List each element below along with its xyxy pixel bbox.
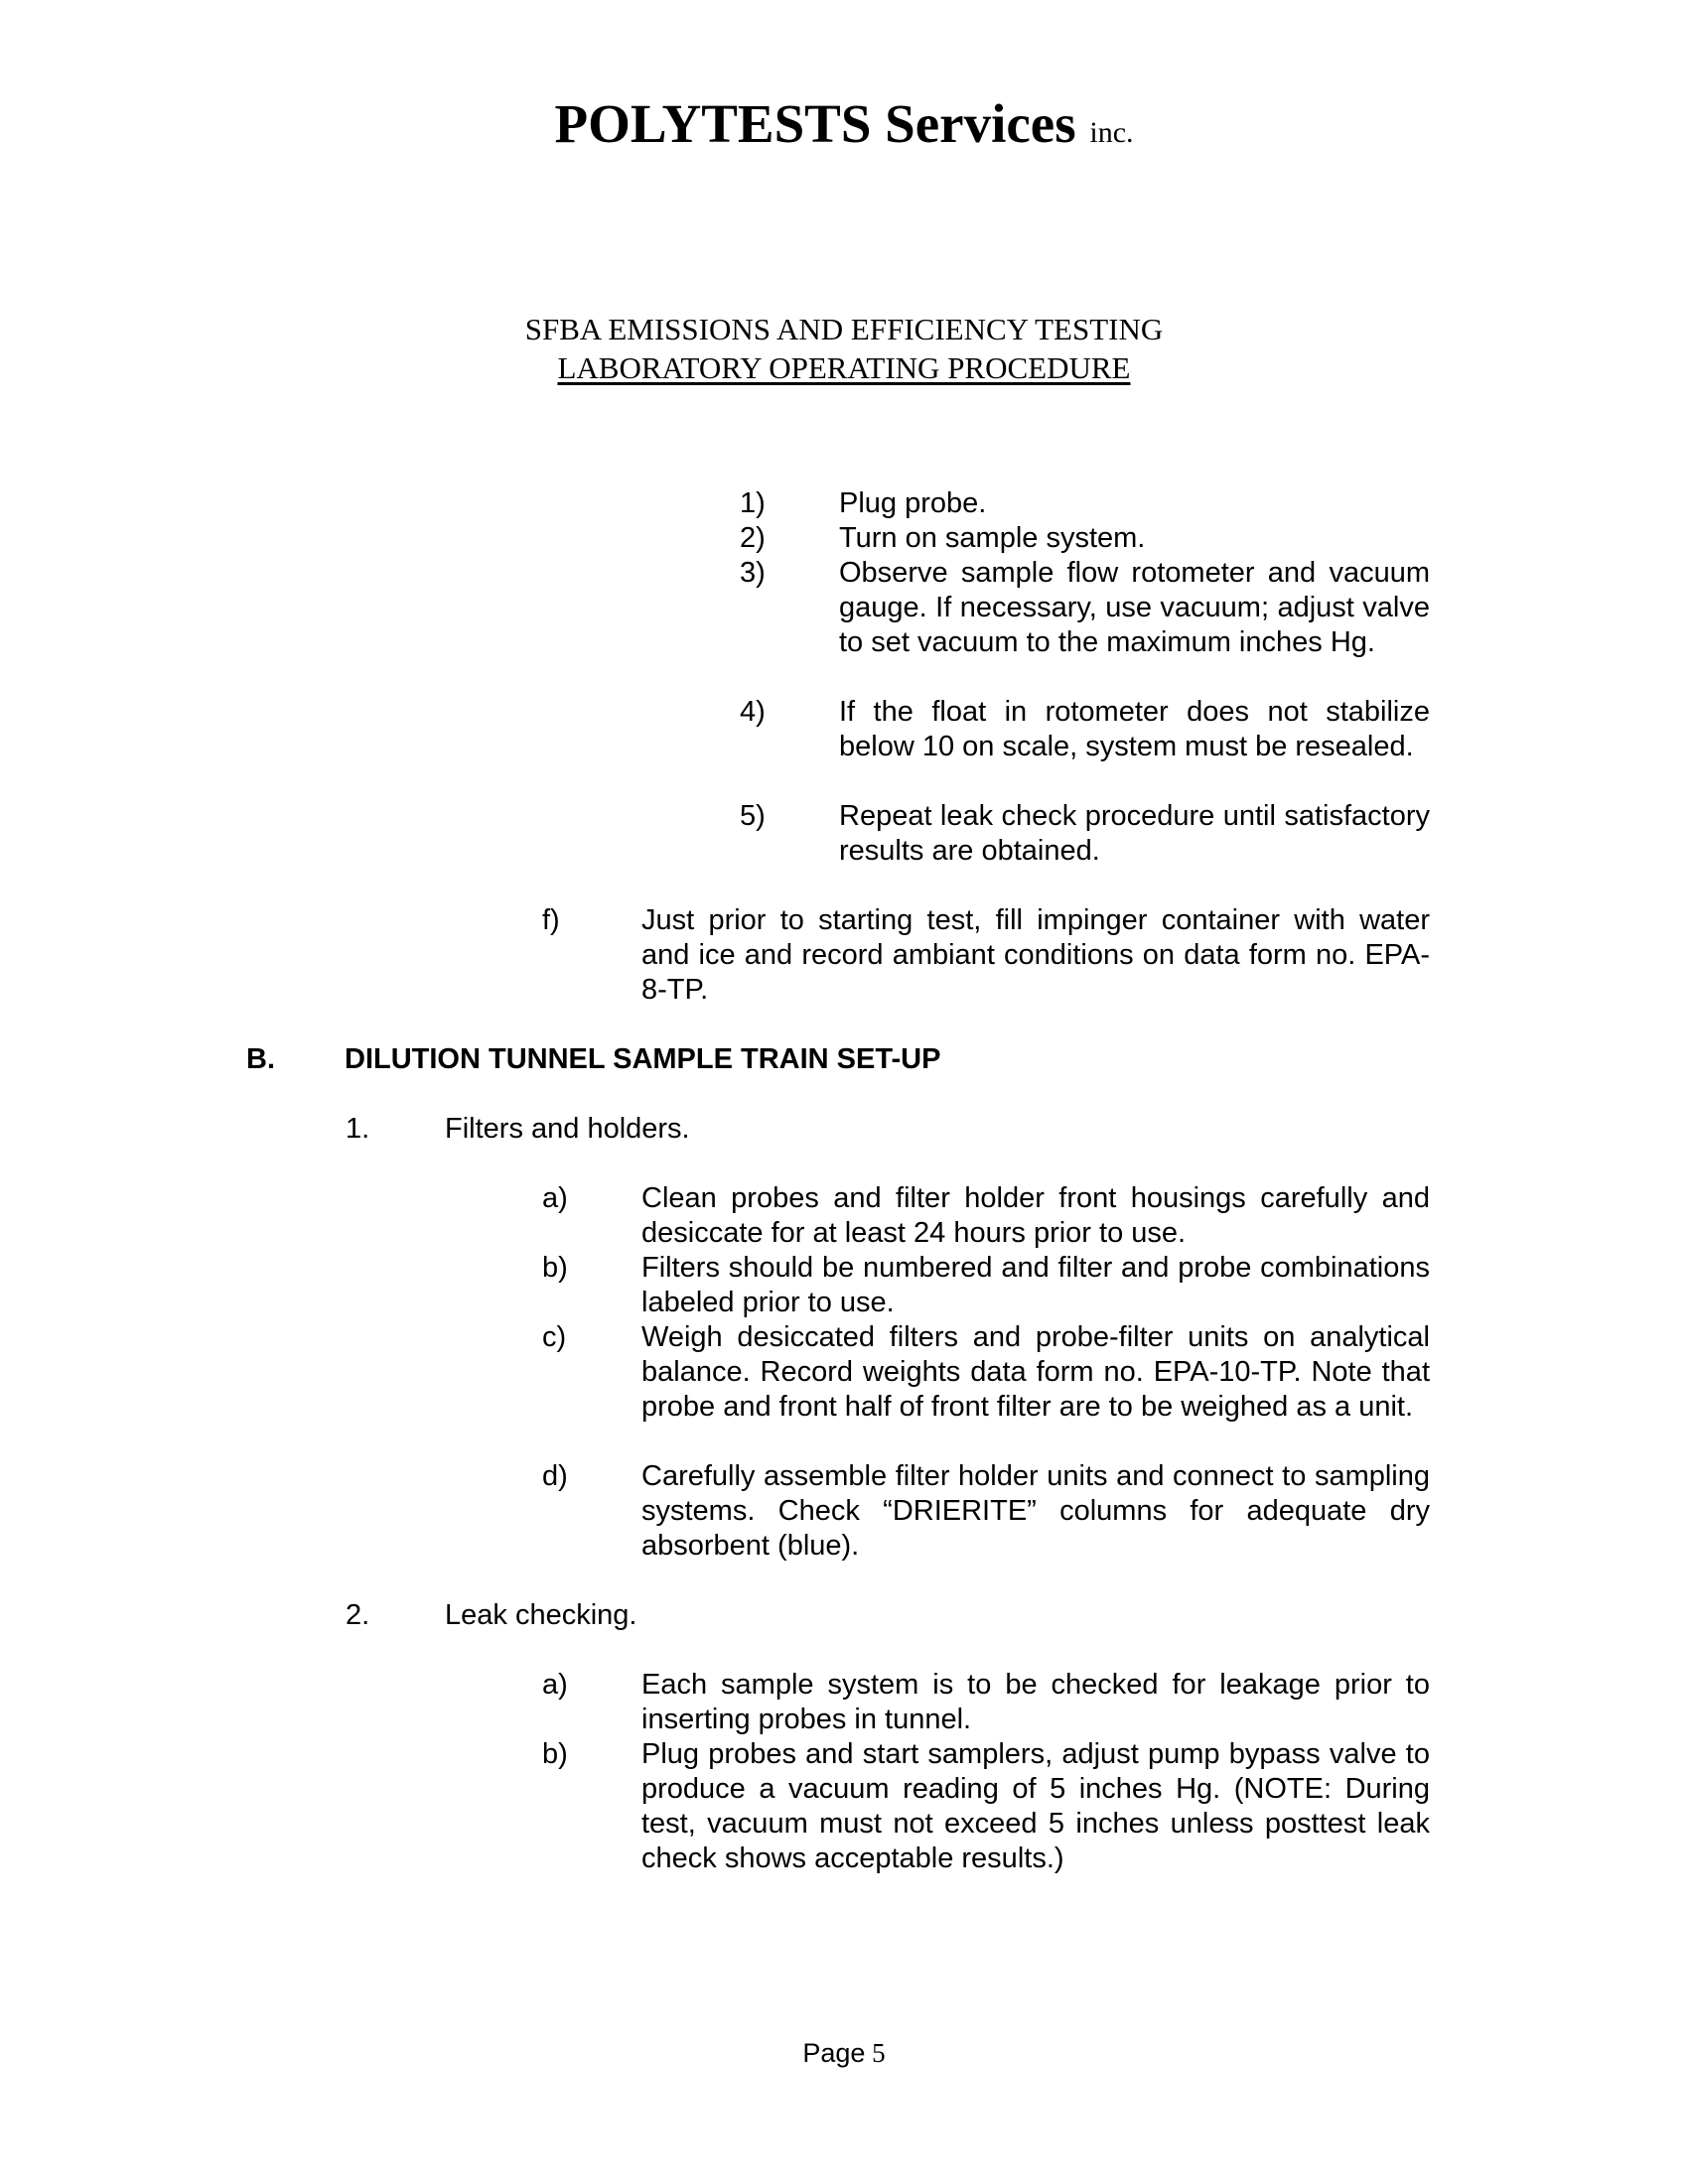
subsection-marker: 1. <box>346 1113 370 1145</box>
company-name <box>0 91 1688 157</box>
company-name-text: POLYTESTS Services <box>554 93 1076 154</box>
step-text: If the float in rotometer does not stabilize below 10 on scale, system must be resealed. <box>839 696 1430 762</box>
page-number <box>0 2037 1688 2069</box>
item-marker: a) <box>542 1669 568 1701</box>
section-b-marker: B. <box>246 1043 275 1075</box>
step-marker: 1) <box>740 487 766 519</box>
item-marker: f) <box>542 904 560 936</box>
item-marker: d) <box>542 1460 568 1492</box>
step-marker: 5) <box>740 800 766 832</box>
step-marker: 4) <box>740 696 766 728</box>
item-text: Clean probes and filter holder front housings carefully and desiccate for at least 24 hours prior to use. <box>641 1182 1430 1249</box>
item-marker: c) <box>542 1321 567 1353</box>
step-marker: 2) <box>740 522 766 554</box>
subsection-title: Leak checking. <box>445 1599 637 1631</box>
step-marker: 3) <box>740 557 766 589</box>
item-marker: b) <box>542 1252 568 1284</box>
item-text: Each sample system is to be checked for leakage prior to inserting probes in tunnel. <box>641 1669 1430 1735</box>
step-text: Plug probe. <box>839 487 987 519</box>
step-text: Observe sample flow rotometer and vacuum gauge. If necessary, use vacuum; adjust valve to set vacuum to the maximum inches Hg. <box>839 557 1430 658</box>
step-text: Turn on sample system. <box>839 522 1146 554</box>
page-number-value: 5 <box>872 2038 886 2068</box>
item-marker: a) <box>542 1182 568 1214</box>
company-suffix: inc. <box>1089 116 1134 149</box>
document-subtitle: LABORATORY OPERATING PROCEDURE <box>557 350 1131 385</box>
item-text: Filters should be numbered and filter and probe combinations labeled prior to use. <box>641 1252 1430 1318</box>
document-title: SFBA EMISSIONS AND EFFICIENCY TESTING <box>524 312 1164 346</box>
step-text: Repeat leak check procedure until satisfactory results are obtained. <box>839 800 1430 867</box>
item-text: Carefully assemble filter holder units and connect to sampling systems. Check “DRIERITE” columns for adequate dry absorbent (blue). <box>641 1460 1430 1562</box>
item-marker: b) <box>542 1738 568 1770</box>
item-text: Weigh desiccated filters and probe-filter units on analytical balance. Record weights data form no. EPA-10-TP. Note that probe and front half of front filter are to be weighed as a unit. <box>641 1321 1430 1423</box>
page-label: Page <box>802 2038 866 2068</box>
subsection-title: Filters and holders. <box>445 1113 690 1145</box>
section-b-title: DILUTION TUNNEL SAMPLE TRAIN SET-UP <box>345 1043 941 1075</box>
subsection-marker: 2. <box>346 1599 370 1631</box>
item-text: Plug probes and start samplers, adjust pump bypass valve to produce a vacuum reading of 5 inches Hg. (NOTE: During test, vacuum must not exceed 5 inches unless posttest leak check shows acceptable results.) <box>641 1738 1430 1874</box>
item-text: Just prior to starting test, fill impinger container with water and ice and record ambiant conditions on data form no. EPA-8-TP. <box>641 904 1430 1006</box>
